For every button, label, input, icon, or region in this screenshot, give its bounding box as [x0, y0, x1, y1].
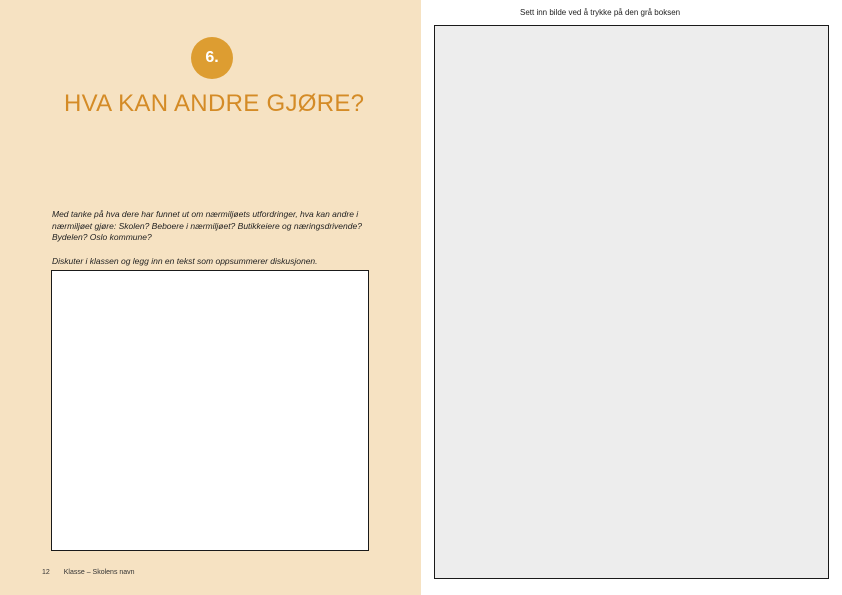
- footer-label: Klasse – Skolens navn: [63, 569, 135, 576]
- page-number: 12: [42, 569, 50, 576]
- image-placeholder-box[interactable]: [434, 25, 829, 579]
- image-hint: Sett inn bilde ved å trykke på den grå boksen: [520, 8, 681, 17]
- step-number-badge: 6.: [191, 37, 233, 79]
- summary-text-box[interactable]: [51, 270, 369, 551]
- body-text: Med tanke på hva dere har funnet ut om nærmiljøets utfordringer, hva kan andre i nærmiljøet gjøre: Skolen? Beboere i nærmiljøet? Butikkeiere og næringsdrivende? Bydelen? Oslo kommune?: [52, 209, 362, 242]
- page-title: HVA KAN ANDRE GJØRE?: [64, 90, 365, 117]
- instruction-text: Diskuter i klassen og legg inn en tekst som oppsummerer diskusjonen.: [52, 256, 318, 266]
- footer: [42, 569, 135, 576]
